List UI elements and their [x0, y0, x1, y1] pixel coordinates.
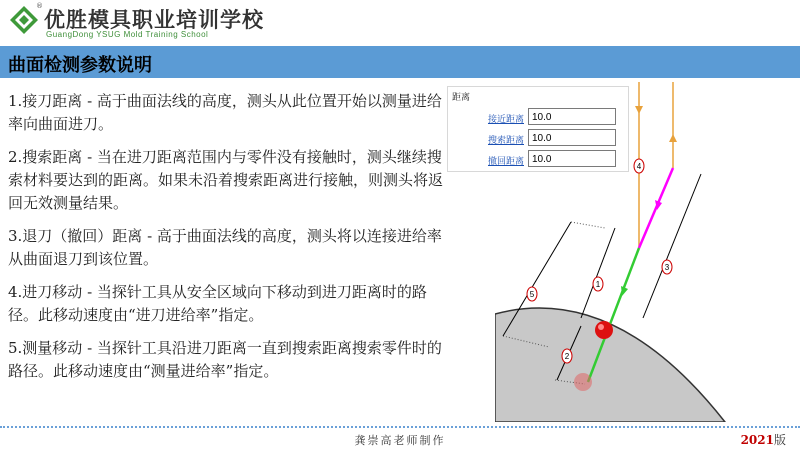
description-text: [8, 90, 448, 393]
paragraph-approach-move: 4.进刀移动 - 当探针工具从安全区域向下移动到进刀距离时的路径。此移动速度由“进刀进给率”指定。: [8, 283, 427, 324]
probe-ball: [595, 321, 613, 339]
footer-edition: [741, 431, 786, 448]
probe-diagram: [495, 82, 800, 422]
paragraph-measure-move: 5.测量移动 - 当探针工具沿进刀距离一直到搜索距离搜索零件时的路径。此移动速度由“测量进给率”指定。: [8, 339, 442, 380]
svg-text:3: 3: [664, 263, 670, 272]
arrow-down-icon: [635, 106, 643, 114]
svg-text:5: 5: [529, 290, 535, 299]
marker-4: [634, 159, 644, 173]
marker-5: [527, 287, 537, 301]
paragraph-retract-distance: 3.退刀（撤回）距离 - 高于曲面法线的高度，测头将以连接进给率从曲面退刀到该位置。: [8, 227, 442, 268]
marker-2: [562, 349, 572, 363]
slide-title: 曲面检测参数说明: [8, 55, 152, 76]
registered-mark: ®: [36, 2, 43, 10]
approach-distance-input[interactable]: 10.0: [528, 108, 616, 125]
retract-distance-label[interactable]: 撤回距离: [487, 157, 524, 167]
school-name-cn: 优胜模具职业培训学校: [44, 8, 264, 32]
dimension-line-1: [581, 228, 615, 318]
approach-distance-label[interactable]: 接近距离: [487, 115, 524, 125]
svg-text:1: 1: [595, 280, 601, 289]
footer-divider: [0, 426, 800, 428]
paragraph-search-distance: 2.搜索距离 - 当在进刀距离范围内与零件没有接触时，测头继续搜索材料要达到的距离。如果未沿着搜索距离进行接触，则测头将返回无效测量结果。: [8, 148, 444, 212]
retract-distance-input[interactable]: 10.0: [528, 150, 616, 167]
footer-author: 龚崇高老师制作: [354, 434, 446, 447]
paragraph-approach-distance: 1.接刀距离 - 高于曲面法线的高度，测头从此位置开始以测量进给率向曲面进刀。: [8, 92, 442, 133]
reference-dotted-2: [571, 222, 605, 228]
probe-ball-highlight: [598, 324, 604, 330]
svg-text:2: 2: [564, 352, 570, 361]
search-distance-label[interactable]: 搜索距离: [487, 136, 524, 146]
panel-title: 距离: [452, 93, 471, 103]
probe-ball-ghost: [574, 373, 592, 391]
search-distance-input[interactable]: 10.0: [528, 129, 616, 146]
dimension-line-3: [643, 174, 701, 318]
footer-year-suffix: 版: [773, 433, 786, 447]
arrow-up-icon: [669, 134, 677, 142]
footer-year-number: 2021: [740, 433, 774, 447]
rapid-move-segment: [639, 168, 673, 248]
school-logo-icon: [10, 6, 38, 34]
marker-1: [593, 277, 603, 291]
title-bar: [0, 46, 800, 78]
marker-3: [662, 260, 672, 274]
svg-text:4: 4: [636, 162, 642, 171]
measure-move-arrow-icon: [621, 286, 628, 296]
school-name-en: GuangDong YSUG Mold Training School: [46, 30, 209, 39]
